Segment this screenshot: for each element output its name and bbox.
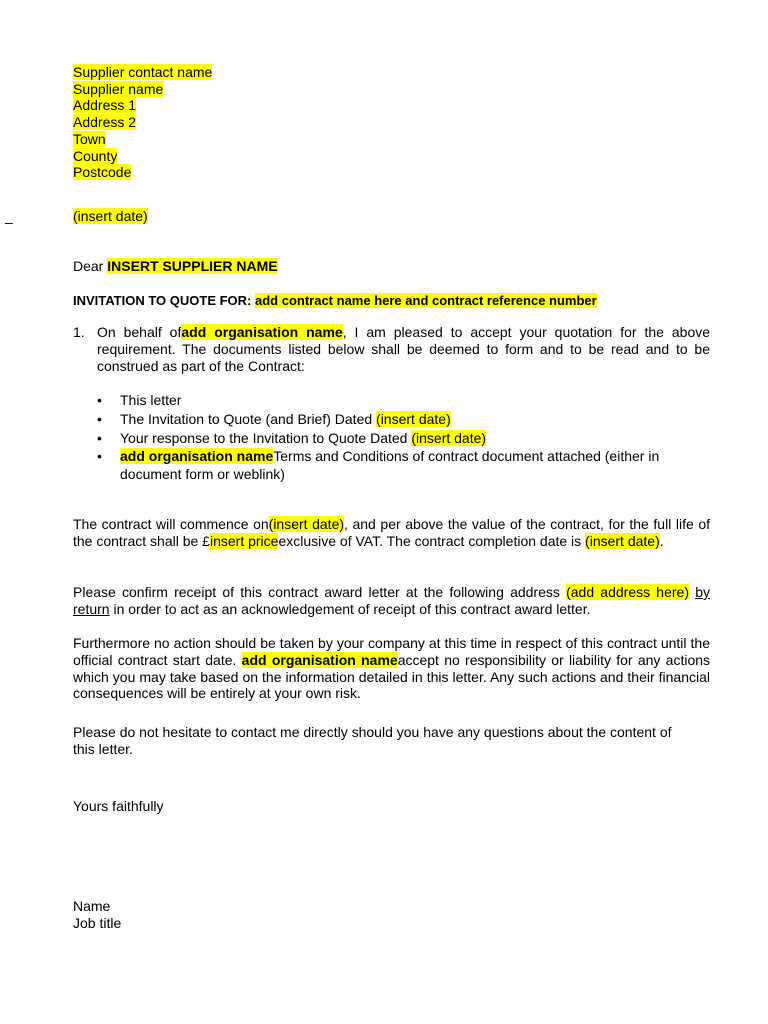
para3-address: (add address here) (566, 584, 689, 600)
bullet-3-text: Your response to the Invitation to Quote Dated (120, 430, 412, 446)
para2-text-2: , and per above the value of the contract, for the full life of the contract shall be £ (73, 516, 710, 549)
list-item (73, 410, 710, 429)
paragraph-3 (73, 584, 710, 618)
para3-by-return: by return (73, 584, 710, 617)
bullet-2-date: (insert date) (376, 411, 451, 427)
paragraph-2 (73, 516, 710, 550)
para3-text-3: in order to act as an acknowledgement of receipt of this contract award letter. (109, 600, 591, 617)
bullet-4-text: Terms and Conditions of contract document attached (either in document form or weblink) (120, 448, 660, 482)
salutation-name: INSERT SUPPLIER NAME (107, 258, 278, 274)
address-county: County (73, 147, 118, 164)
para3-text-1: Please confirm receipt of this contract award letter at the following address (73, 584, 567, 600)
address-name: Supplier name (73, 80, 164, 97)
paragraph-number: 1. (73, 324, 85, 340)
bullet: • (97, 392, 102, 408)
para4-org: add organisation name (241, 651, 398, 668)
address-postcode: Postcode (73, 164, 132, 181)
date-placeholder: (insert date) (73, 208, 148, 224)
subject-value: add contract name here and contract reference number (255, 293, 597, 308)
para1-text-1: On behalf of (97, 324, 182, 340)
bullet-2-text: The Invitation to Quote (and Brief) Dated (120, 411, 377, 427)
para2-text-3: exclusive of VAT. The contract completion date is (278, 532, 586, 549)
bullet: • (97, 448, 102, 464)
bullet: • (97, 430, 102, 446)
bullet-3-date: (insert date) (411, 430, 487, 446)
para1-org: add organisation name (181, 324, 343, 340)
para1-text-2: , I am pleased to accept your quotation for the above requirement. The documents listed below shall be deemed to form and to be read and to be construed as part of the Contract: (97, 324, 711, 374)
list-item (73, 429, 710, 448)
paragraph-4 (73, 635, 710, 702)
address-line1: Address 1 (73, 97, 137, 114)
subject-line (73, 293, 710, 310)
salutation-prefix: Dear (73, 258, 108, 274)
paragraph-1 (73, 324, 710, 374)
bullet-1-text: This letter (120, 392, 182, 408)
margin-dash: – (5, 214, 13, 230)
signature-name: Name (73, 898, 111, 914)
para2-completion-date: (insert date) (585, 532, 660, 549)
letter-date (73, 208, 710, 225)
para4-text-2: accept no responsibility or liability for any actions which you may take based on the information detailed in this letter. Any such actions and their financial consequences will be entirely at your own risk. (73, 651, 711, 702)
address-town: Town (73, 130, 106, 147)
closing: Yours faithfully (73, 798, 164, 814)
address-line2: Address 2 (73, 114, 137, 131)
para2-text-1: The contract will commence on (73, 516, 269, 532)
list-item (73, 448, 710, 483)
subject-label: INVITATION TO QUOTE FOR: (73, 293, 255, 308)
paragraph-5: Please do not hesitate to contact me directly should you have any questions about the content of this letter. (73, 724, 672, 757)
supplier-address (73, 64, 710, 181)
para2-date: (insert date) (268, 516, 345, 532)
signature-job-title: Job title (73, 915, 122, 931)
salutation (73, 258, 710, 275)
bullet-4-org: add organisation name (120, 448, 274, 464)
para4-text-1: Furthermore no action should be taken by your company at this time in respect of this contract until the official contract start date. (73, 635, 710, 668)
bullet: • (97, 411, 102, 427)
address-contact: Supplier contact name (73, 64, 213, 80)
para2-price: insert price (209, 532, 279, 549)
document-list (73, 391, 710, 483)
list-item (73, 391, 710, 410)
para2-text-4: . (659, 532, 664, 549)
